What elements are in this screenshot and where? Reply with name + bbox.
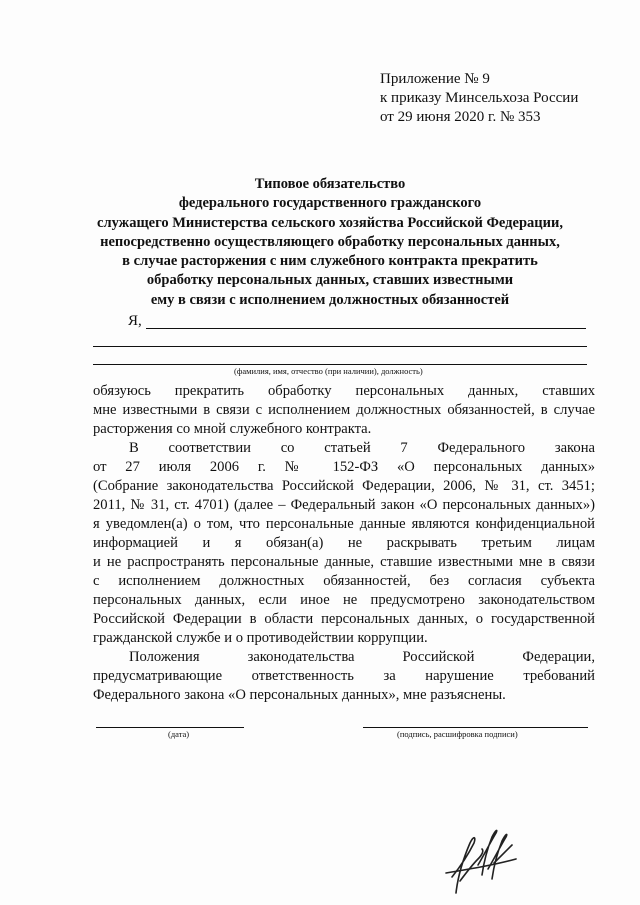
- title-line: служащего Министерства сельского хозяйства Российской Федерации,: [97, 214, 563, 231]
- title-line: в случае расторжения с ним служебного контракта прекратить: [122, 253, 538, 270]
- text-line: Российской Федерации в области персональных данных, о государственной: [93, 611, 595, 627]
- title-line: федерального государственного гражданского: [178, 195, 482, 212]
- text-line: я уведомлен(а) о том, что персональные данные являются конфиденциальной: [93, 516, 595, 532]
- paragraph-1: [93, 382, 595, 439]
- name-field-line-2[interactable]: [93, 346, 587, 347]
- title-line: непосредственно осуществляющего обработку персональных данных,: [100, 233, 560, 250]
- title-line: Типовое обязательство: [254, 176, 406, 192]
- document-title: [60, 175, 600, 310]
- text-line: В соответствии со статьей 7 Федерального закона: [129, 440, 595, 456]
- paragraph-2: [93, 439, 595, 648]
- text-line: гражданской службе и о противодействии коррупции.: [93, 630, 428, 646]
- signature-caption: (подпись, расшифровка подписи): [397, 729, 518, 739]
- text-line: информацией и я обязан(а) не раскрывать третьим лицам: [93, 535, 595, 551]
- paragraph-3: [93, 648, 595, 705]
- text-line: от 27 июля 2006 г. № 152-ФЗ «О персональных данных»: [93, 459, 595, 475]
- text-line: Положения законодательства Российской Федерации,: [129, 649, 595, 665]
- document-body: [93, 382, 595, 705]
- name-field-line-3[interactable]: [93, 364, 587, 365]
- title-line: ему в связи с исполнением должностных обязанностей: [150, 291, 510, 308]
- text-line: 2011, № 31, ст. 4701) (далее – Федеральный закон «О персональных данных»): [93, 497, 595, 513]
- text-line: (Собрание законодательства Российской Федерации, 2006, № 31, ст. 3451;: [93, 478, 595, 494]
- name-field-caption: (фамилия, имя, отчество (при наличии), должность): [234, 366, 423, 376]
- text-line: предусматривающие ответственность за нарушение требований: [93, 668, 595, 684]
- name-field-line-1[interactable]: [146, 328, 586, 329]
- text-line: с исполнением должностных обязанностей, без согласия субъекта: [93, 573, 595, 589]
- text-line: расторжения со мной служебного контракта.: [93, 421, 372, 437]
- text-line: и не распространять персональные данные, ставшие известными мне в связи: [93, 554, 595, 570]
- appendix-header: [380, 70, 578, 127]
- text-line: обязуюсь прекратить обработку персональных данных, ставших: [93, 383, 595, 399]
- appendix-line-3: от 29 июня 2020 г. № 353: [380, 109, 541, 125]
- title-line: обработку персональных данных, ставших известными: [146, 272, 514, 289]
- ya-label: Я,: [128, 313, 142, 329]
- date-caption: (дата): [168, 729, 190, 739]
- date-field-line[interactable]: [96, 727, 244, 728]
- handwritten-signature: [430, 815, 540, 900]
- text-line: персональных данных, если иное не предусмотрено законодательством: [93, 592, 595, 608]
- text-line: мне известными в связи с исполнением должностных обязанностей, в случае: [93, 402, 595, 418]
- text-line: Федерального закона «О персональных данных», мне разъяснены.: [93, 687, 506, 703]
- appendix-line-2: к приказу Минсельхоза России: [380, 90, 579, 106]
- appendix-line-1: Приложение № 9: [380, 71, 490, 87]
- signature-field-line[interactable]: [363, 727, 588, 728]
